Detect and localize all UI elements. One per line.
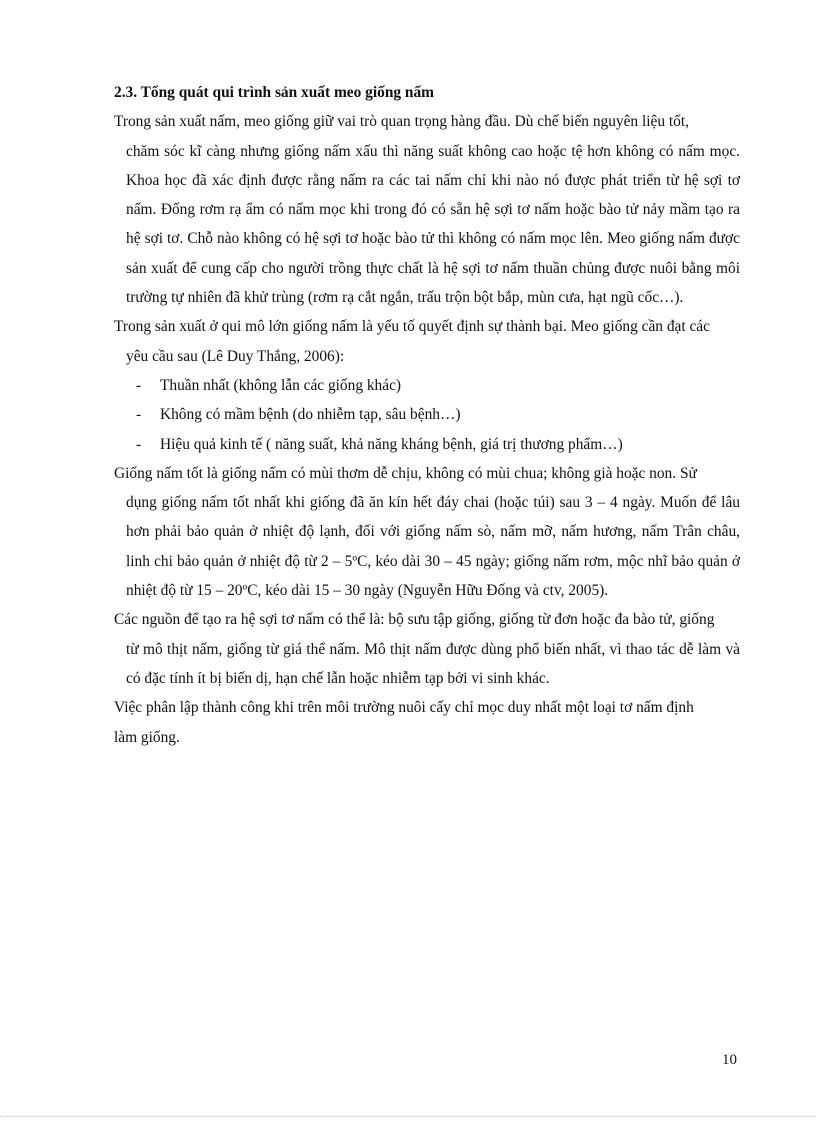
list-item-text: Không có mầm bệnh (do nhiễm tạp, sâu bệnh…): [160, 406, 461, 424]
paragraph-2-first-line: Trong sản xuất ở qui mô lớn giống nấm là yếu tố quyết định sự thành bại. Meo giống cần đạt các: [114, 318, 710, 336]
paragraph-3: [114, 459, 740, 605]
list-bullet: -: [136, 435, 142, 453]
paragraph-1-body: chăm sóc kĩ càng nhưng giống nấm xấu thì năng suất không cao hoặc tệ hơn không có nấm mọc. Khoa học đã xác định được rằng nấm ra các tai nấm chỉ khi nào nó được phát triển từ hệ sợi tơ nấm. Đống rơm rạ ẩm có nấm mọc khi trong đó có sẵn hệ sợi tơ nấm hoặc bào tử nảy mầm tạo ra hệ sợi tơ. Chỗ nào không có hệ sợi tơ hoặc bào tử thì không có nấm mọc lên. Meo giống nấm được sản xuất để cung cấp cho người trồng thực chất là hệ sợi tơ nấm thuần chủng được nuôi bằng môi trường tự nhiên đã khử trùng (rơm rạ cắt ngắn, trấu trộn bột bắp, mùn cưa, hạt ngũ cốc…).: [126, 142, 740, 307]
requirements-list: [114, 371, 740, 459]
page-bottom-border: [0, 1116, 816, 1117]
list-bullet: -: [136, 406, 142, 424]
page-number: 10: [722, 1052, 737, 1068]
paragraph-3-first-line: Giống nấm tốt là giống nấm có mùi thơm dễ chịu, không có mùi chua; không già hoặc non. Sử: [114, 464, 697, 482]
list-item-text: Hiệu quả kinh tế ( năng suất, khả năng kháng bệnh, giá trị thương phẩm…): [160, 435, 623, 453]
paragraph-5-body: làm giống.: [114, 728, 180, 746]
paragraph-1-first-line: Trong sản xuất nấm, meo giống giữ vai trò quan trọng hàng đầu. Dù chế biến nguyên liệu tốt,: [114, 113, 689, 131]
paragraph-5: [114, 693, 740, 752]
list-item: [114, 371, 740, 400]
list-item: [114, 400, 740, 429]
paragraph-2-body: yêu cầu sau (Lê Duy Thắng, 2006):: [126, 347, 345, 365]
paragraph-4-first-line: Các nguồn để tạo ra hệ sợi tơ nấm có thể là: bộ sưu tập giống, giống từ đơn hoặc đa bào tử, giống: [114, 611, 715, 629]
paragraph-4: [114, 605, 740, 693]
list-bullet: -: [136, 376, 142, 394]
list-item-text: Thuần nhất (không lẫn các giống khác): [160, 376, 402, 394]
paragraph-4-body: từ mô thịt nấm, giống từ giá thể nấm. Mô thịt nấm được dùng phổ biến nhất, vì thao tác dễ làm và có đặc tính ít bị biến dị, hạn chế lẫn hoặc nhiễm tạp bởi vi sinh khác.: [126, 640, 740, 687]
paragraph-1: [114, 107, 740, 312]
paragraph-5-first-line: Việc phân lập thành công khi trên môi trường nuôi cấy chỉ mọc duy nhất một loại tơ nấm định: [114, 699, 694, 717]
section-heading: 2.3. Tổng quát qui trình sản xuất meo giống nấm: [114, 84, 435, 101]
list-item: [114, 430, 740, 459]
paragraph-3-body: dụng giống nấm tốt nhất khi giống đã ăn kín hết đáy chai (hoặc túi) sau 3 – 4 ngày. Muốn để lâu hơn phải bảo quản ở nhiệt độ lạnh, đối với giống nấm sò, nấm mỡ, nấm hương, nấm Trân châu, linh chi bảo quản ở nhiệt độ từ 2 – 5ºC, kéo dài 30 – 45 ngày; giống nấm rơm, mộc nhĩ bảo quản ở nhiệt độ từ 15 – 20ºC, kéo dài 15 – 30 ngày (Nguyễn Hữu Đống và ctv, 2005).: [126, 494, 740, 600]
paragraph-2: [114, 312, 740, 371]
page-content: [114, 78, 740, 752]
